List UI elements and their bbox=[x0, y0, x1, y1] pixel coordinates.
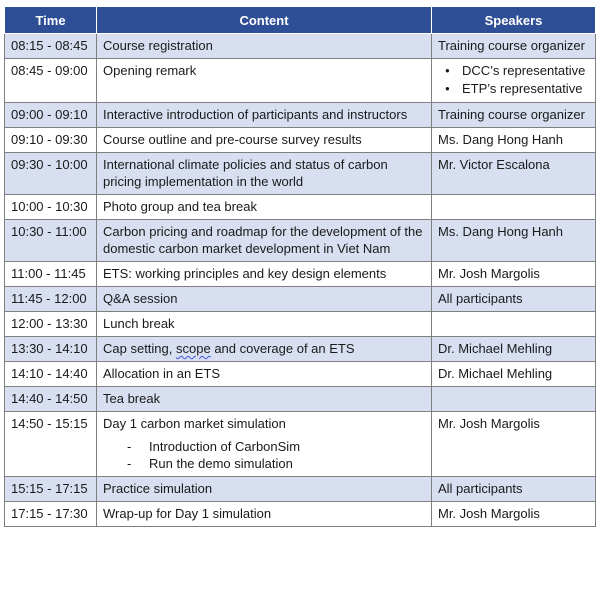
content-text: and coverage of an ETS bbox=[210, 341, 355, 356]
table-row bbox=[5, 220, 596, 262]
header-row bbox=[5, 7, 596, 34]
speaker-list-item: ● ETP’s representative bbox=[462, 80, 590, 98]
speaker-cell: Ms. Dang Hong Hanh bbox=[432, 128, 596, 153]
time-cell: 09:30 - 10:00 bbox=[5, 153, 97, 195]
time-cell: 14:50 - 15:15 bbox=[5, 412, 97, 477]
speaker-cell bbox=[432, 387, 596, 412]
content-cell: Lunch break bbox=[97, 312, 432, 337]
speaker-cell: Mr. Josh Margolis bbox=[432, 502, 596, 527]
time-cell: 08:45 - 09:00 bbox=[5, 59, 97, 103]
table-row bbox=[5, 128, 596, 153]
speaker-cell: Dr. Michael Mehling bbox=[432, 337, 596, 362]
time-cell: 10:00 - 10:30 bbox=[5, 195, 97, 220]
table-row bbox=[5, 502, 596, 527]
content-text: Day 1 carbon market simulation bbox=[103, 416, 286, 431]
content-text: Cap setting, bbox=[103, 341, 176, 356]
content-cell: Photo group and tea break bbox=[97, 195, 432, 220]
time-cell: 15:15 - 17:15 bbox=[5, 477, 97, 502]
table-row bbox=[5, 287, 596, 312]
table-row bbox=[5, 59, 596, 103]
table-row bbox=[5, 195, 596, 220]
content-cell: Course outline and pre-course survey results bbox=[97, 128, 432, 153]
table-row bbox=[5, 362, 596, 387]
content-cell: Wrap-up for Day 1 simulation bbox=[97, 502, 432, 527]
time-cell: 14:10 - 14:40 bbox=[5, 362, 97, 387]
time-cell: 13:30 - 14:10 bbox=[5, 337, 97, 362]
subitem-list bbox=[103, 438, 426, 472]
time-cell: 17:15 - 17:30 bbox=[5, 502, 97, 527]
speaker-cell: Ms. Dang Hong Hanh bbox=[432, 220, 596, 262]
content-cell: ETS: working principles and key design elements bbox=[97, 262, 432, 287]
speaker-cell: Training course organizer bbox=[432, 34, 596, 59]
content-cell: Q&A session bbox=[97, 287, 432, 312]
table-row bbox=[5, 477, 596, 502]
content-cell bbox=[97, 337, 432, 362]
time-cell: 09:00 - 09:10 bbox=[5, 103, 97, 128]
table-row bbox=[5, 412, 596, 477]
time-cell: 12:00 - 13:30 bbox=[5, 312, 97, 337]
table-row bbox=[5, 262, 596, 287]
content-cell: International climate policies and status of carbon pricing implementation in the world bbox=[97, 153, 432, 195]
speaker-list-item: ● DCC’s representative bbox=[462, 62, 590, 80]
header-time: Time bbox=[5, 7, 97, 34]
speaker-cell: Mr. Victor Escalona bbox=[432, 153, 596, 195]
time-cell: 09:10 - 09:30 bbox=[5, 128, 97, 153]
content-cell: Interactive introduction of participants and instructors bbox=[97, 103, 432, 128]
speaker-list bbox=[438, 62, 590, 98]
time-cell: 10:30 - 11:00 bbox=[5, 220, 97, 262]
speaker-cell bbox=[432, 195, 596, 220]
content-cell: Tea break bbox=[97, 387, 432, 412]
table-row bbox=[5, 153, 596, 195]
subitem: - Run the demo simulation bbox=[149, 455, 426, 472]
speaker-cell: Dr. Michael Mehling bbox=[432, 362, 596, 387]
speaker-cell bbox=[432, 59, 596, 103]
speaker-cell: All participants bbox=[432, 287, 596, 312]
content-cell bbox=[97, 412, 432, 477]
content-cell: Opening remark bbox=[97, 59, 432, 103]
speaker-cell bbox=[432, 312, 596, 337]
header-speakers: Speakers bbox=[432, 7, 596, 34]
content-cell: Practice simulation bbox=[97, 477, 432, 502]
content-cell: Course registration bbox=[97, 34, 432, 59]
speaker-cell: Training course organizer bbox=[432, 103, 596, 128]
time-cell: 08:15 - 08:45 bbox=[5, 34, 97, 59]
content-cell: Allocation in an ETS bbox=[97, 362, 432, 387]
speaker-cell: Mr. Josh Margolis bbox=[432, 412, 596, 477]
content-cell: Carbon pricing and roadmap for the development of the domestic carbon market development in Viet Nam bbox=[97, 220, 432, 262]
table-row bbox=[5, 337, 596, 362]
time-cell: 11:00 - 11:45 bbox=[5, 262, 97, 287]
time-cell: 14:40 - 14:50 bbox=[5, 387, 97, 412]
speaker-cell: Mr. Josh Margolis bbox=[432, 262, 596, 287]
table-row bbox=[5, 103, 596, 128]
time-cell: 11:45 - 12:00 bbox=[5, 287, 97, 312]
subitem: - Introduction of CarbonSim bbox=[149, 438, 426, 455]
header-content: Content bbox=[97, 7, 432, 34]
spellcheck-word: scope bbox=[176, 341, 211, 356]
table-row bbox=[5, 312, 596, 337]
table-row bbox=[5, 387, 596, 412]
table-row bbox=[5, 34, 596, 59]
agenda-table bbox=[4, 6, 596, 527]
speaker-cell: All participants bbox=[432, 477, 596, 502]
